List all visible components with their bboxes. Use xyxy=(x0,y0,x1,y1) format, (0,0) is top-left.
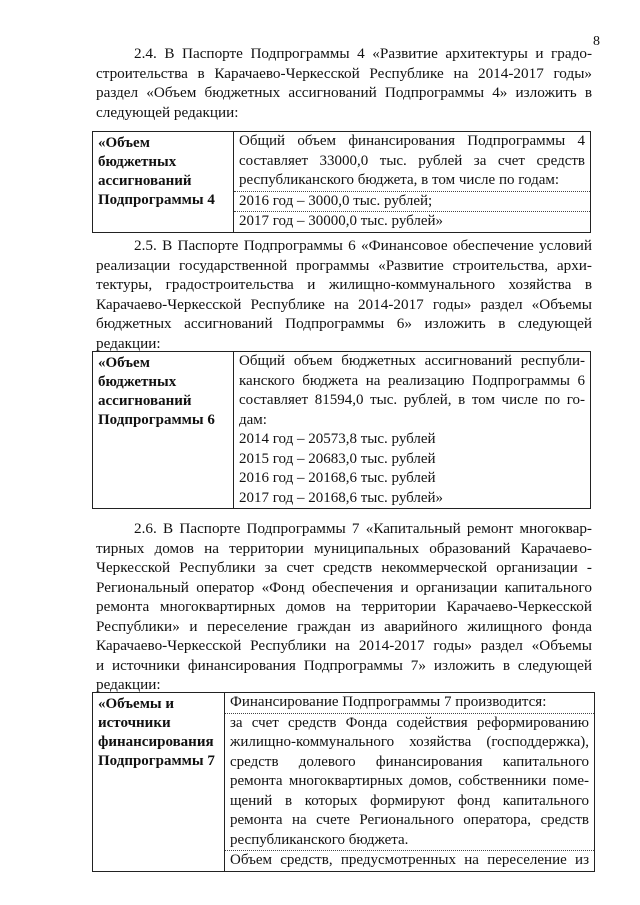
budget-table-subprogram-6 xyxy=(92,351,591,509)
content-line: республиканского бюджета. xyxy=(225,831,594,852)
paragraph-line: Республики» и переселение граждан из аварийного жилищного фонда xyxy=(96,617,592,635)
paragraph-line: ремонта многоквартирных домов на территории Карачаево-Черкесской xyxy=(96,598,592,615)
paragraph-line: тирных домов на территории муниципальных образований Карачаево- xyxy=(96,539,592,557)
label-line: «Объем xyxy=(98,355,150,371)
paragraph-2-5 xyxy=(96,236,592,353)
content-line: ремонта на счете Регионального оператора, средств xyxy=(230,812,589,828)
paragraph-2-6 xyxy=(96,519,592,695)
content-line: ремонта многоквартирных домов, собственники поме- xyxy=(230,773,589,789)
paragraph-line: бюджетных ассигнований Подпрограммы 6» изложить в следующей xyxy=(96,315,592,332)
content-line: составляет 33000,0 тыс. рублей за счет средств xyxy=(239,152,585,169)
paragraph-line: реализации государственной программы «Развитие строительства, архи- xyxy=(96,256,592,274)
label-line: ассигнований xyxy=(98,173,192,189)
table-label-cell xyxy=(93,132,234,233)
content-line: Объем средств, предусмотренных на переселение из xyxy=(230,852,589,868)
label-line: ассигнований xyxy=(98,393,192,409)
label-line: бюджетных xyxy=(98,374,177,390)
paragraph-line: 2.6. В Паспорте Подпрограммы 7 «Капитальный ремонт многоквар- xyxy=(134,520,592,537)
content-line: за счет средств Фонда содействия реформированию xyxy=(230,714,589,731)
content-line: 2017 год – 30000,0 тыс. рублей» xyxy=(239,213,444,229)
paragraph-line: раздел «Объем бюджетных ассигнований Подпрограммы 4» изложить в xyxy=(96,84,592,101)
content-line: 2016 год – 20168,6 тыс. рублей xyxy=(239,470,436,486)
table-content-cell xyxy=(225,693,595,872)
table-label-cell xyxy=(93,693,225,872)
label-line: бюджетных xyxy=(98,154,177,170)
content-line: дам: xyxy=(239,411,267,428)
table-label-cell xyxy=(93,352,234,509)
content-line: 2016 год – 3000,0 тыс. рублей; xyxy=(234,192,590,213)
paragraph-line: Карачаево-Черкесской Республике на 2014-2017 годы» раздел «Объемы xyxy=(96,295,592,313)
table-content-cell xyxy=(234,132,591,233)
content-line: Общий объем бюджетных ассигнований республи- xyxy=(239,353,585,369)
content-line: 2017 год – 20168,6 тыс. рублей» xyxy=(239,489,444,506)
content-line: средств долевого финансирования капитального xyxy=(230,753,589,770)
paragraph-line: следующей редакции: xyxy=(96,103,239,121)
paragraph-line: и источники финансирования Подпрограммы 7» изложить в следующей xyxy=(96,656,592,674)
label-line: Подпрограммы 6 xyxy=(98,412,215,428)
paragraph-line: Черкесской Республики за счет средств некоммерческой организации - xyxy=(96,559,592,576)
content-line: Финансирование Подпрограммы 7 производится: xyxy=(225,693,594,714)
paragraph-line: 2.5. В Паспорте Подпрограммы 6 «Финансовое обеспечение условий xyxy=(134,237,592,254)
label-line: финансирования xyxy=(98,734,214,750)
content-line: 2014 год – 20573,8 тыс. рублей xyxy=(239,431,436,447)
paragraph-line: редакции: xyxy=(96,334,161,352)
content-line: канского бюджета на реализацию Подпрограммы 6 xyxy=(239,372,585,389)
label-line: источники xyxy=(98,715,171,731)
page-number: 8 xyxy=(593,34,600,49)
content-line: составляет 81594,0 тыс. рублей, в том числе по го- xyxy=(239,392,585,408)
paragraph-line: Карачаево-Черкесской Республики на 2014-2017 годы» раздел «Объемы xyxy=(96,637,592,654)
content-line: Общий объем финансирования Подпрограммы 4 xyxy=(239,133,585,149)
table-content-cell xyxy=(234,352,591,509)
paragraph-line: строительства в Карачаево-Черкесской Республике на 2014-2017 годы» xyxy=(96,64,592,82)
paragraph-line: тектуры, градостроительства и жилищно-коммунального хозяйства в xyxy=(96,276,592,293)
label-line: «Объемы и xyxy=(98,696,175,712)
content-line: щений в которых формируют фонд капитального xyxy=(230,792,589,809)
paragraph-line: Региональный оператор «Фонд обеспечения и организации капитального xyxy=(96,578,592,596)
label-line: «Объем xyxy=(98,135,150,151)
budget-table-subprogram-4 xyxy=(92,131,591,233)
paragraph-2-4 xyxy=(96,44,592,122)
label-line: Подпрограммы 7 xyxy=(98,753,215,769)
paragraph-line: 2.4. В Паспорте Подпрограммы 4 «Развитие архитектуры и градо- xyxy=(134,45,592,62)
label-line: Подпрограммы 4 xyxy=(98,192,215,208)
funding-table-subprogram-7 xyxy=(92,692,595,872)
content-line: республиканского бюджета, в том числе по годам: xyxy=(234,171,590,192)
content-line: 2015 год – 20683,0 тыс. рублей xyxy=(239,450,436,467)
content-line: жилищно-коммунального хозяйства (господдержка), xyxy=(230,734,589,750)
paragraph-line: редакции: xyxy=(96,676,161,693)
